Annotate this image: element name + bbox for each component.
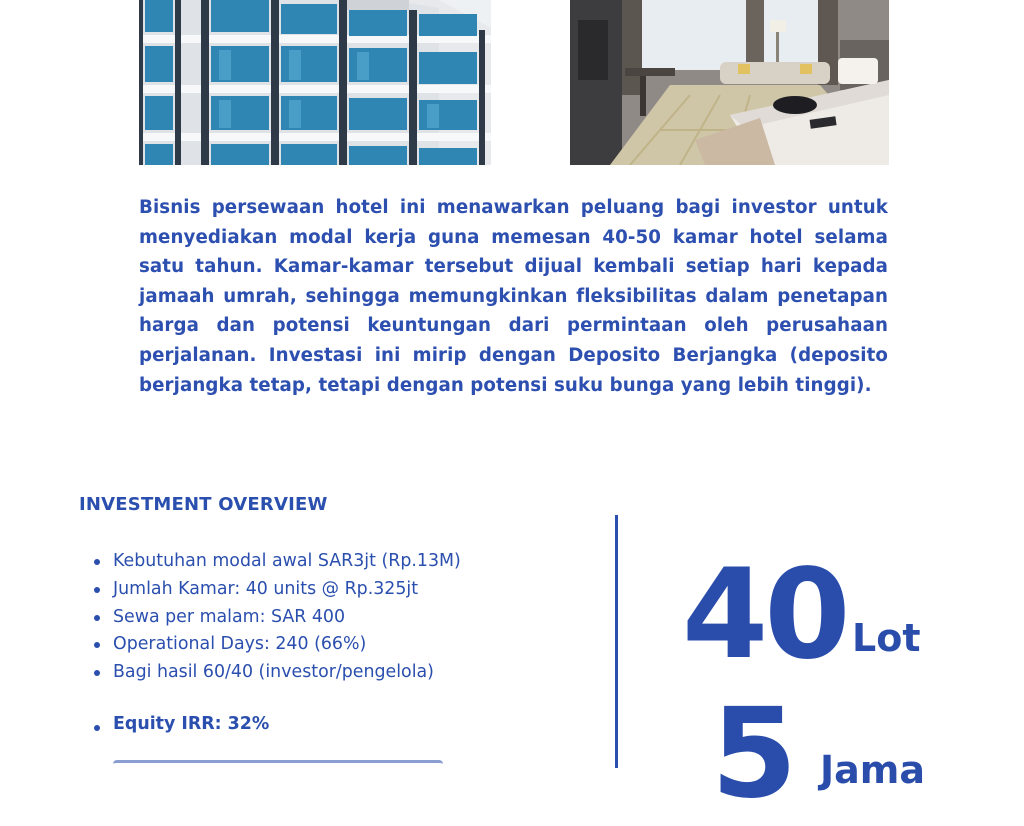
- list-item: Sewa per malam: SAR 400: [92, 604, 461, 632]
- groups-unit: Jama: [820, 748, 926, 792]
- list-item: Operational Days: 240 (66%): [92, 631, 461, 659]
- investment-description: Bisnis persewaan hotel ini menawarkan peluang bagi investor untuk menyediakan modal kerja guna memesan 40-50 kamar hotel selama satu tahun. Kamar-kamar tersebut dijual kembali setiap hari kepada jamaah umrah, sehingga memungkinkan fleksibilitas dalam penetapan harga dan potensi keuntungan dari permintaan oleh perusahaan perjalanan. Investasi ini mirip dengan Deposito Berjangka (deposito berjangka tetap, tetapi dengan potensi suku bunga yang lebih tinggi).: [139, 197, 888, 396]
- lots-value: 40: [682, 543, 847, 687]
- list-item: Bagi hasil 60/40 (investor/pengelola): [92, 659, 461, 687]
- cut-off-text-line: [113, 760, 443, 773]
- equity-irr: Equity IRR: 32%: [92, 714, 269, 734]
- list-item: Jumlah Kamar: 40 units @ Rp.325jt: [92, 576, 461, 604]
- vertical-divider: [615, 515, 618, 768]
- list-item: Kebutuhan modal awal SAR3jt (Rp.13M): [92, 548, 461, 576]
- groups-value: 5: [711, 682, 798, 826]
- hotel-building-photo: [139, 0, 491, 165]
- overview-list: [92, 548, 461, 687]
- hotel-room-photo: [570, 0, 889, 165]
- lots-unit: Lot: [852, 616, 921, 660]
- investment-overview-heading: INVESTMENT OVERVIEW: [79, 494, 328, 515]
